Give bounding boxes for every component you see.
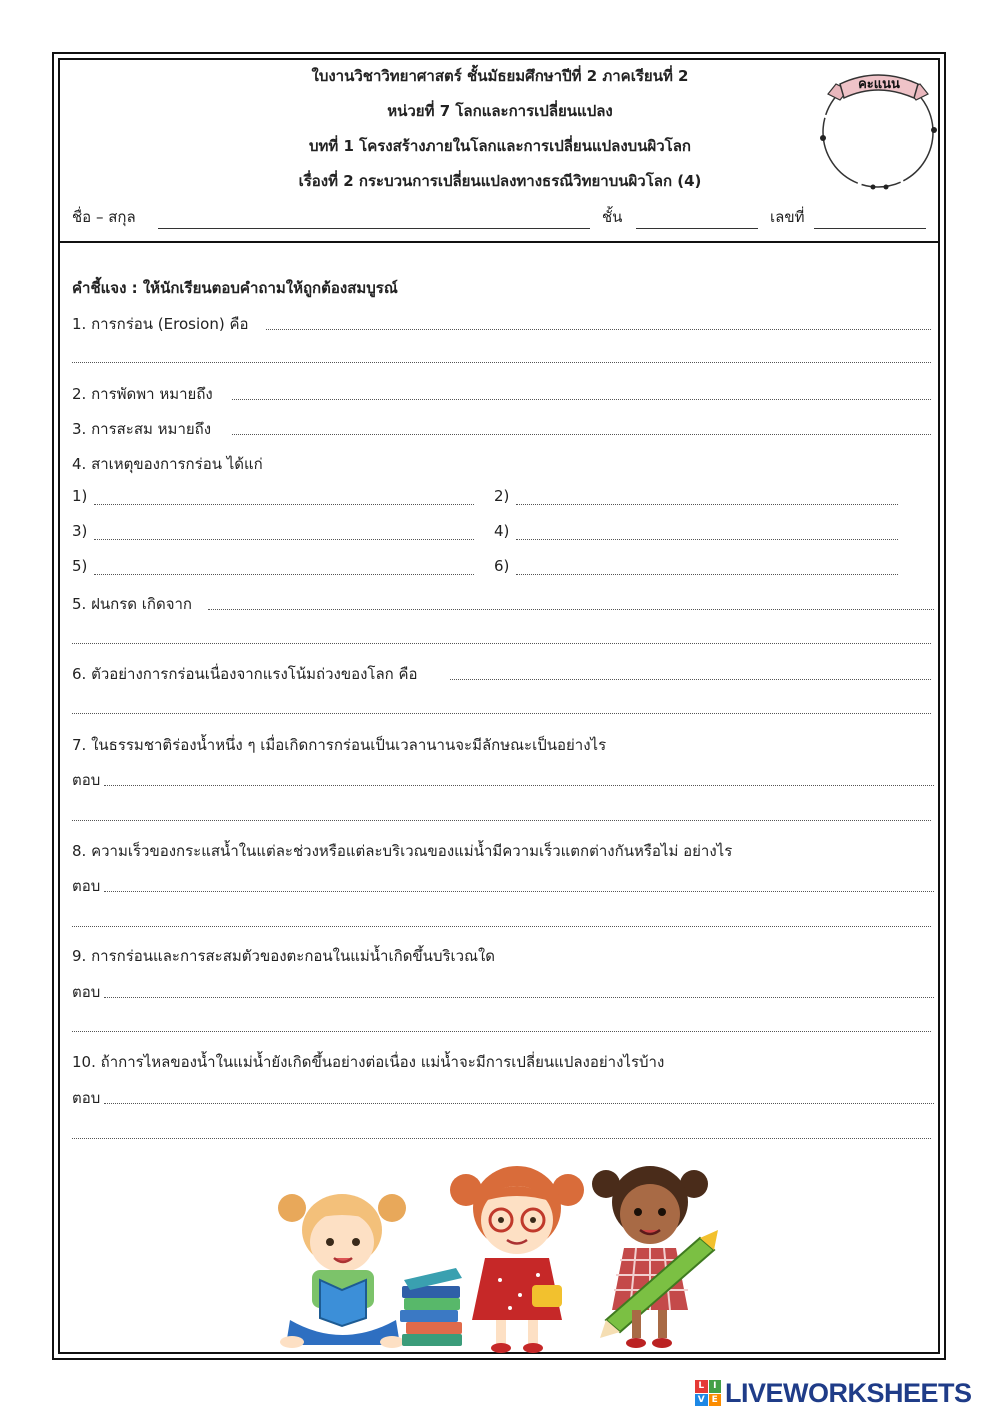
answer-7-line-1[interactable] bbox=[104, 785, 934, 786]
question-6: 6. ตัวอย่างการกร่อนเนื่องจากแรงโน้มถ่วงของโลก คือ bbox=[72, 665, 418, 683]
answer-8-line-2[interactable] bbox=[72, 926, 931, 927]
answer-8-line-1[interactable] bbox=[104, 891, 934, 892]
question-1: 1. การกร่อน (Erosion) คือ bbox=[72, 315, 249, 333]
score-label: คะแนน bbox=[858, 77, 900, 92]
instructions: คำชี้แจง : ให้นักเรียนตอบคำถามให้ถูกต้องสมบูรณ์ bbox=[72, 279, 398, 297]
answer-8-label: ตอบ bbox=[72, 877, 101, 895]
question-4: 4. สาเหตุของการกร่อน ได้แก่ bbox=[72, 455, 263, 473]
answer-9-line-2[interactable] bbox=[72, 1031, 931, 1032]
answer-6-line-2[interactable] bbox=[72, 713, 931, 714]
answer-9-label: ตอบ bbox=[72, 983, 101, 1001]
cause-label-4: 4) bbox=[494, 522, 510, 540]
answer-10-label: ตอบ bbox=[72, 1089, 101, 1107]
header-divider bbox=[58, 241, 940, 243]
answer-9-line-1[interactable] bbox=[104, 997, 934, 998]
girl-glasses-illustration bbox=[450, 1166, 584, 1353]
cause-4[interactable] bbox=[516, 539, 898, 540]
answer-7-label: ตอบ bbox=[72, 771, 101, 789]
title-subject: ใบงานวิชาวิทยาศาสตร์ ชั้นมัธยมศึกษาปีที่ 2 ภาคเรียนที่ 2 bbox=[311, 67, 689, 85]
question-7: 7. ในธรรมชาติร่องน้ำหนึ่ง ๆ เมื่อเกิดการกร่อนเป็นเวลานานจะมีลักษณะเป็นอย่างไร bbox=[72, 736, 607, 754]
class-label: ชั้น bbox=[602, 208, 623, 226]
answer-7-line-2[interactable] bbox=[72, 820, 931, 821]
cause-label-2: 2) bbox=[494, 487, 510, 505]
girl-pencil-illustration bbox=[592, 1166, 718, 1348]
answer-3[interactable] bbox=[232, 434, 931, 435]
kids-illustration bbox=[270, 1150, 730, 1355]
score-badge bbox=[818, 64, 940, 194]
name-label: ชื่อ – สกุล bbox=[72, 208, 136, 226]
cause-label-6: 6) bbox=[494, 557, 510, 575]
class-field[interactable] bbox=[636, 228, 758, 229]
cause-1[interactable] bbox=[94, 504, 474, 505]
name-field[interactable] bbox=[158, 228, 590, 229]
logo-mark-icon: L I V E bbox=[695, 1380, 721, 1406]
cause-5[interactable] bbox=[94, 574, 474, 575]
answer-2[interactable] bbox=[232, 399, 931, 400]
answer-5-line-2[interactable] bbox=[72, 643, 931, 644]
logo-text: LIVEWORKSHEETS bbox=[725, 1377, 972, 1408]
question-10: 10. ถ้าการไหลของน้ำในแม่น้ำยังเกิดขึ้นอย่างต่อเนื่อง แม่น้ำจะมีการเปลี่ยนแปลงอย่างไรบ้าง bbox=[72, 1053, 665, 1071]
title-topic: เรื่องที่ 2 กระบวนการเปลี่ยนแปลงทางธรณีวิทยาบนผิวโลก (4) bbox=[298, 172, 702, 190]
answer-10-line-1[interactable] bbox=[104, 1103, 934, 1104]
title-chapter: บทที่ 1 โครงสร้างภายในโลกและการเปลี่ยนแปลงบนผิวโลก bbox=[308, 137, 691, 155]
question-5: 5. ฝนกรด เกิดจาก bbox=[72, 595, 193, 613]
question-9: 9. การกร่อนและการสะสมตัวของตะกอนในแม่น้ำเกิดขึ้นบริเวณใด bbox=[72, 947, 496, 965]
answer-6-line-1[interactable] bbox=[450, 679, 931, 680]
number-label: เลขที่ bbox=[770, 208, 805, 226]
question-2: 2. การพัดพา หมายถึง bbox=[72, 385, 213, 403]
cause-label-1: 1) bbox=[72, 487, 88, 505]
girl-reading-illustration bbox=[278, 1194, 406, 1348]
question-8: 8. ความเร็วของกระแสน้ำในแต่ละช่วงหรือแต่ละบริเวณของแม่น้ำมีความเร็วแตกต่างกันหรือไม่ อย่างไร bbox=[72, 842, 733, 860]
liveworksheets-logo bbox=[695, 1376, 972, 1410]
answer-1-line-2[interactable] bbox=[72, 362, 931, 363]
cause-label-3: 3) bbox=[72, 522, 88, 540]
book-stack-illustration bbox=[400, 1268, 462, 1346]
title-unit: หน่วยที่ 7 โลกและการเปลี่ยนแปลง bbox=[387, 102, 613, 120]
cause-3[interactable] bbox=[94, 539, 474, 540]
cause-label-5: 5) bbox=[72, 557, 88, 575]
cause-2[interactable] bbox=[516, 504, 898, 505]
answer-5-line-1[interactable] bbox=[208, 609, 934, 610]
cause-6[interactable] bbox=[516, 574, 898, 575]
answer-1-line-1[interactable] bbox=[266, 329, 931, 330]
answer-10-line-2[interactable] bbox=[72, 1138, 931, 1139]
question-3: 3. การสะสม หมายถึง bbox=[72, 420, 212, 438]
number-field[interactable] bbox=[814, 228, 926, 229]
